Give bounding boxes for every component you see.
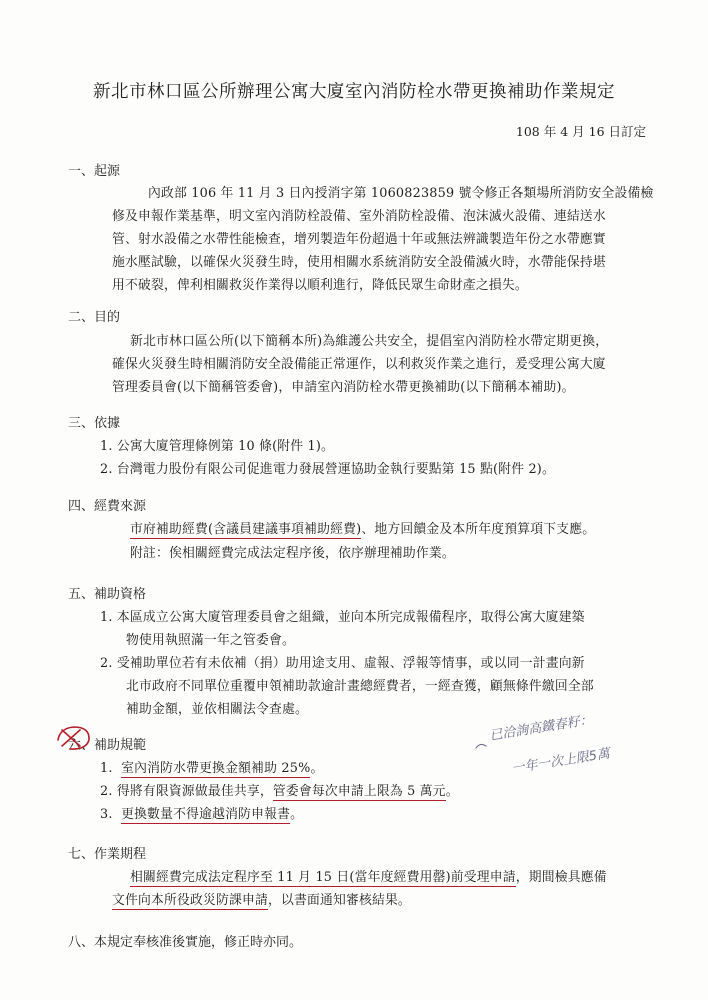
item-text: 2. 得將有限資源做最佳共享， [100, 784, 273, 799]
section-2-line: 確保火災發生時相關消防安全設備能正常運作，以利救災作業之進行，爰受理公寓大廈 [112, 357, 606, 372]
section-2-heading: 二、目的 [68, 310, 121, 325]
section-5-item-cont: 補助金額，並依相關法令查處。 [126, 702, 308, 717]
section-1-line: 管、射水設備之水帶性能檢查，增列製造年份超過十年或無法辨識製造年份之水帶應實 [112, 232, 606, 247]
item-end: 。 [290, 807, 304, 822]
document-title: 新北市林口區公所辦理公寓大廈室內消防栓水帶更換補助作業規定 [93, 82, 615, 102]
section-1-heading: 一、起源 [68, 164, 121, 179]
section-3-item: 2. 台灣電力股份有限公司促進電力發展營運協助金執行要點第 15 點(附件 2)。 [100, 462, 555, 477]
section-6-heading: 六、補助規範 [68, 738, 147, 753]
line-rest: ，期間檢具應備 [515, 870, 607, 885]
handwritten-note-line-1: 已洽詢高鐵春籽： [488, 712, 594, 744]
section-1-line: 施水壓試驗，以確保火災發生時，使用相關水系統消防安全設備滅火時，水帶能保持堪 [112, 255, 606, 270]
handwritten-arrow [476, 744, 486, 748]
section-7-line [130, 866, 607, 887]
underlined-funding-source: 市府補助經費(含議員建議事項補助經費) [130, 518, 361, 539]
section-5-item: 2. 受補助單位若有未依補（捐）助用途支用、虛報、浮報等情事，或以同一計畫向新 [100, 656, 585, 671]
section-1-line: 內政部 106 年 11 月 3 日內授消字第 1060823859 號令修正各類場所消防安全設備檢 [148, 186, 654, 201]
underlined-cap: 管委會每次申請上限為 5 萬元 [273, 780, 446, 801]
item-end: 。 [445, 784, 459, 799]
section-5-item: 1. 本區成立公寓大廈管理委員會之組織，並向本所完成報備程序，取得公寓大廈建築 [100, 610, 585, 625]
red-cross-mark [62, 730, 80, 746]
section-2-line: 新北市林口區公所(以下簡稱本所)為維護公共安全，提倡室內消防栓水帶定期更換， [130, 334, 609, 349]
funding-source-rest: 、地方回饋金及本所年度預算項下支應。 [361, 522, 596, 537]
enacted-date: 108 年 4 月 16 日訂定 [515, 124, 646, 139]
underlined-submission-office: 文件向本所役政災防課申請 [112, 889, 268, 910]
section-5-heading: 五、補助資格 [68, 587, 147, 602]
line-rest: ，以書面通知審核結果。 [267, 893, 411, 908]
section-4-heading: 四、經費來源 [68, 499, 147, 514]
section-4-note: 附註：俟相關經費完成法定程序後，依序辦理補助作業。 [130, 546, 455, 561]
underlined-application-period: 相關經費完成法定程序至 11 月 15 日(當年度經費用罄)前受理申請 [130, 866, 516, 887]
section-3-heading: 三、依據 [68, 416, 121, 431]
item-number: 1. [100, 761, 113, 776]
underlined-quantity-limit: 更換數量不得逾越消防申報書 [121, 803, 290, 824]
section-5-item-cont: 北市政府不同單位重覆申領補助款逾計畫總經費者，一經查獲，顧無條件繳回全部 [126, 679, 594, 694]
section-1-line: 用不破裂，俾利相關救災作業得以順利進行，降低民眾生命財產之損失。 [112, 278, 528, 293]
item-end: 。 [310, 761, 324, 776]
section-3-item: 1. 公寓大廈管理條例第 10 條(附件 1)。 [100, 439, 335, 454]
section-5-item-cont: 物使用執照滿一年之管委會。 [126, 633, 295, 648]
section-7-line [112, 889, 411, 910]
handwritten-note-line-2: 一年一次上限5萬 [510, 746, 612, 777]
section-8-heading: 八、本規定奉核准後實施，修正時亦同。 [68, 935, 303, 950]
section-2-line: 管理委員會(以下簡稱管委會)，申請室內消防栓水帶更換補助(以下簡稱本補助)。 [112, 380, 575, 395]
section-7-heading: 七、作業期程 [68, 847, 147, 862]
underlined-subsidy-rate: 室內消防水帶更換金額補助 25% [121, 757, 310, 778]
item-number: 3. [100, 807, 113, 822]
section-1-line: 修及申報作業基準，明文室內消防栓設備、室外消防栓設備、泡沫滅火設備、連結送水 [112, 209, 606, 224]
